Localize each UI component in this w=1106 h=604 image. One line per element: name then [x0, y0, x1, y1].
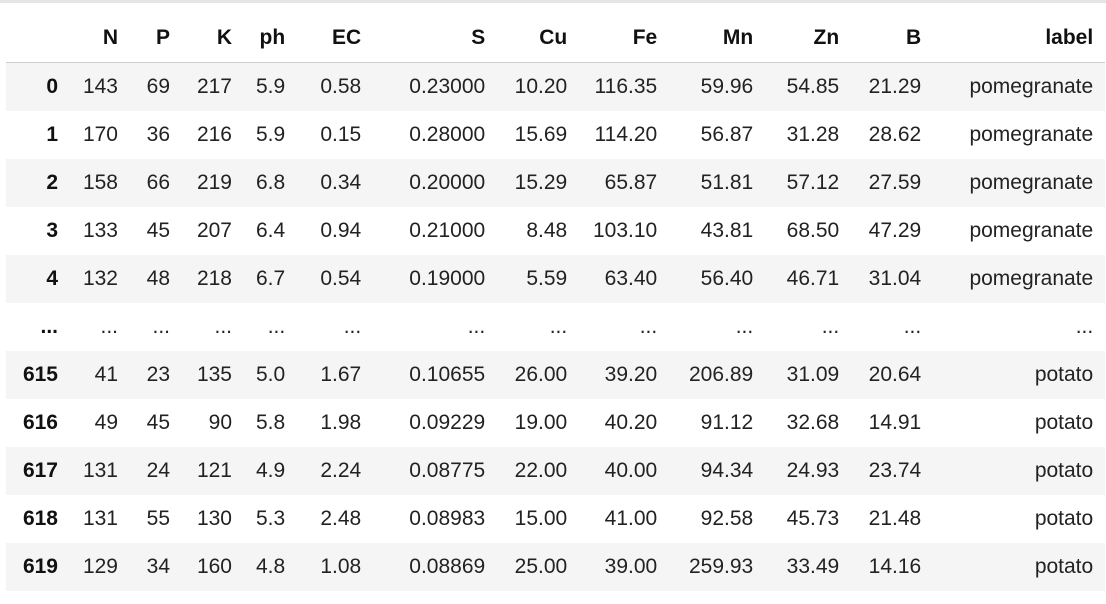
table-cell-cu: 19.00	[514, 410, 568, 434]
row-index: 0	[46, 74, 58, 98]
table-cell-mn: 56.40	[700, 266, 754, 290]
column-header-ph: ph	[244, 14, 297, 63]
table-row	[6, 543, 1105, 591]
column-header-fe: Fe	[579, 14, 669, 63]
table-cell-zn: 57.12	[786, 170, 840, 194]
table-cell-cu: 10.20	[514, 74, 568, 98]
table-cell-s: 0.09229	[409, 410, 486, 434]
table-cell-ph: 5.9	[256, 74, 286, 98]
table-cell-fe: 40.00	[604, 458, 658, 482]
table-cell-zn: 31.28	[786, 122, 840, 146]
table-cell-n: 129	[82, 554, 118, 578]
table-cell-p: 23	[146, 362, 170, 386]
table-cell-label: potato	[1034, 458, 1094, 482]
table-cell-zn: 45.73	[786, 506, 840, 530]
column-header-mn: Mn	[669, 14, 765, 63]
table-cell-label: pomegranate	[969, 218, 1094, 242]
table-cell-p: 36	[146, 122, 170, 146]
row-index: 619	[22, 554, 58, 578]
table-cell-fe: 116.35	[594, 74, 658, 98]
table-cell-b: 27.59	[868, 170, 922, 194]
table-cell-cu: 8.48	[526, 218, 568, 242]
table-cell-s: ...	[467, 314, 486, 338]
table-cell-label: pomegranate	[969, 266, 1094, 290]
table-cell-ec: 0.54	[320, 266, 362, 290]
table-cell-k: 216	[196, 122, 232, 146]
table-cell-k: 121	[196, 458, 232, 482]
table-cell-n: 170	[82, 122, 118, 146]
table-cell-cu: 25.00	[514, 554, 568, 578]
cell-top-border	[0, 0, 1106, 3]
table-cell-p: 34	[146, 554, 170, 578]
table-cell-fe: 114.20	[594, 122, 658, 146]
table-cell-ec: 1.98	[320, 410, 362, 434]
table-cell-n: 132	[82, 266, 118, 290]
table-cell-s: 0.10655	[409, 362, 486, 386]
table-cell-b: 21.48	[868, 506, 922, 530]
table-cell-k: 130	[196, 506, 232, 530]
table-cell-label: pomegranate	[969, 170, 1094, 194]
column-header-zn: Zn	[765, 14, 851, 63]
column-header-b: B	[851, 14, 933, 63]
table-row	[6, 399, 1105, 447]
table-cell-fe: 103.10	[592, 218, 658, 242]
table-cell-mn: 91.12	[700, 410, 754, 434]
table-row	[6, 111, 1105, 159]
table-cell-zn: 24.93	[786, 458, 840, 482]
row-index: 617	[22, 458, 58, 482]
ellipsis-row	[6, 303, 1105, 351]
table-cell-b: 23.74	[868, 458, 922, 482]
table-cell-zn: 32.68	[786, 410, 840, 434]
column-header-s: S	[373, 14, 497, 63]
table-cell-ec: ...	[343, 314, 362, 338]
column-header-cu: Cu	[497, 14, 579, 63]
column-header-label: label	[933, 14, 1105, 63]
table-cell-n: 131	[82, 506, 118, 530]
table-cell-mn: ...	[735, 314, 754, 338]
table-cell-mn: 56.87	[700, 122, 754, 146]
table-cell-label: ...	[1075, 314, 1094, 338]
table-cell-mn: 259.93	[688, 554, 754, 578]
row-index: 615	[22, 362, 58, 386]
table-cell-b: 20.64	[868, 362, 922, 386]
table-cell-p: 55	[146, 506, 170, 530]
row-index: 1	[46, 122, 58, 146]
table-cell-n: ...	[100, 314, 118, 338]
table-cell-p: 45	[146, 218, 170, 242]
table-cell-zn: 46.71	[786, 266, 840, 290]
row-index: ...	[40, 314, 58, 338]
table-cell-cu: 22.00	[514, 458, 568, 482]
table-cell-ph: 5.8	[256, 410, 286, 434]
table-cell-n: 131	[82, 458, 118, 482]
table-cell-zn: 68.50	[786, 218, 840, 242]
table-cell-k: 90	[208, 410, 232, 434]
table-cell-p: 66	[146, 170, 170, 194]
table-cell-ph: ...	[267, 314, 286, 338]
row-index: 616	[22, 410, 58, 434]
table-header	[6, 14, 1105, 63]
table-cell-s: 0.21000	[409, 218, 486, 242]
column-header-k: K	[182, 14, 244, 63]
table-cell-p: 45	[146, 410, 170, 434]
table-cell-cu: 26.00	[514, 362, 568, 386]
table-cell-fe: 40.20	[604, 410, 658, 434]
index-header	[6, 14, 70, 63]
table-cell-zn: 54.85	[786, 74, 840, 98]
table-cell-p: 69	[146, 74, 170, 98]
table-cell-k: 219	[196, 170, 232, 194]
table-cell-k: 217	[196, 74, 232, 98]
table-cell-p: ...	[152, 314, 170, 338]
table-cell-ph: 5.0	[256, 362, 286, 386]
row-index: 3	[46, 218, 58, 242]
table-cell-label: potato	[1034, 362, 1094, 386]
table-cell-ph: 6.8	[256, 170, 286, 194]
table-cell-k: 207	[196, 218, 232, 242]
table-cell-s: 0.08983	[409, 506, 486, 530]
table-cell-fe: 65.87	[604, 170, 658, 194]
table-cell-b: 28.62	[868, 122, 922, 146]
table-cell-ph: 4.8	[256, 554, 286, 578]
table-cell-label: pomegranate	[969, 74, 1094, 98]
table-cell-ec: 0.58	[320, 74, 362, 98]
table-body	[6, 63, 1105, 591]
table-cell-cu: ...	[549, 314, 568, 338]
column-header-p: P	[130, 14, 182, 63]
table-cell-ec: 1.67	[320, 362, 362, 386]
table-cell-s: 0.08775	[409, 458, 486, 482]
column-header-ec: EC	[297, 14, 373, 63]
table-cell-label: pomegranate	[969, 122, 1094, 146]
table-cell-ec: 0.15	[320, 122, 362, 146]
table-cell-b: 21.29	[868, 74, 922, 98]
table-row	[6, 207, 1105, 255]
table-row	[6, 447, 1105, 495]
table-cell-mn: 206.89	[688, 362, 754, 386]
table-cell-ec: 0.34	[320, 170, 362, 194]
table-cell-b: 14.91	[868, 410, 922, 434]
table-cell-ec: 2.24	[320, 458, 362, 482]
table-cell-zn: 33.49	[786, 554, 840, 578]
table-cell-p: 24	[146, 458, 170, 482]
table-cell-s: 0.20000	[409, 170, 486, 194]
table-cell-fe: ...	[639, 314, 658, 338]
table-cell-ph: 5.9	[256, 122, 286, 146]
table-cell-mn: 43.81	[700, 218, 754, 242]
table-cell-mn: 59.96	[700, 74, 754, 98]
table-cell-s: 0.08869	[409, 554, 486, 578]
table-cell-s: 0.23000	[409, 74, 486, 98]
table-cell-cu: 15.00	[514, 506, 568, 530]
table-cell-ph: 6.4	[256, 218, 286, 242]
table-row	[6, 255, 1105, 303]
row-index: 2	[46, 170, 58, 194]
header-row	[6, 14, 1105, 63]
table-cell-fe: 39.20	[604, 362, 658, 386]
table-cell-ph: 4.9	[256, 458, 286, 482]
table-cell-n: 49	[94, 410, 118, 434]
table-cell-s: 0.19000	[409, 266, 486, 290]
table-cell-b: 31.04	[868, 266, 922, 290]
table-cell-k: ...	[214, 314, 232, 338]
table-cell-p: 48	[146, 266, 170, 290]
table-cell-n: 158	[82, 170, 118, 194]
table-cell-fe: 41.00	[604, 506, 658, 530]
table-cell-n: 41	[94, 362, 118, 386]
table-cell-k: 135	[196, 362, 232, 386]
table-cell-mn: 92.58	[700, 506, 754, 530]
table-cell-b: 47.29	[868, 218, 922, 242]
table-cell-ph: 6.7	[256, 266, 286, 290]
table-cell-label: potato	[1034, 554, 1094, 578]
table-cell-cu: 5.59	[526, 266, 568, 290]
table-cell-ph: 5.3	[256, 506, 286, 530]
table-cell-cu: 15.29	[514, 170, 568, 194]
table-row	[6, 495, 1105, 543]
table-cell-ec: 0.94	[320, 218, 362, 242]
table-cell-b: 14.16	[868, 554, 922, 578]
table-cell-mn: 94.34	[700, 458, 754, 482]
table-row	[6, 63, 1105, 111]
table-row	[6, 351, 1105, 399]
table-cell-s: 0.28000	[409, 122, 486, 146]
table-cell-k: 160	[196, 554, 232, 578]
table-cell-label: potato	[1034, 410, 1094, 434]
table-row	[6, 159, 1105, 207]
table-cell-n: 143	[82, 74, 118, 98]
dataframe-table	[6, 14, 1105, 591]
table-cell-k: 218	[196, 266, 232, 290]
table-cell-zn: ...	[821, 314, 840, 338]
table-cell-cu: 15.69	[514, 122, 568, 146]
table-cell-zn: 31.09	[786, 362, 840, 386]
table-cell-fe: 63.40	[604, 266, 658, 290]
table-cell-fe: 39.00	[604, 554, 658, 578]
row-index: 4	[46, 266, 58, 290]
table-cell-mn: 51.81	[700, 170, 754, 194]
row-index: 618	[22, 506, 58, 530]
table-cell-label: potato	[1034, 506, 1094, 530]
column-header-n: N	[70, 14, 130, 63]
table-cell-ec: 1.08	[320, 554, 362, 578]
table-cell-n: 133	[82, 218, 118, 242]
table-cell-b: ...	[903, 314, 922, 338]
table-cell-ec: 2.48	[320, 506, 362, 530]
